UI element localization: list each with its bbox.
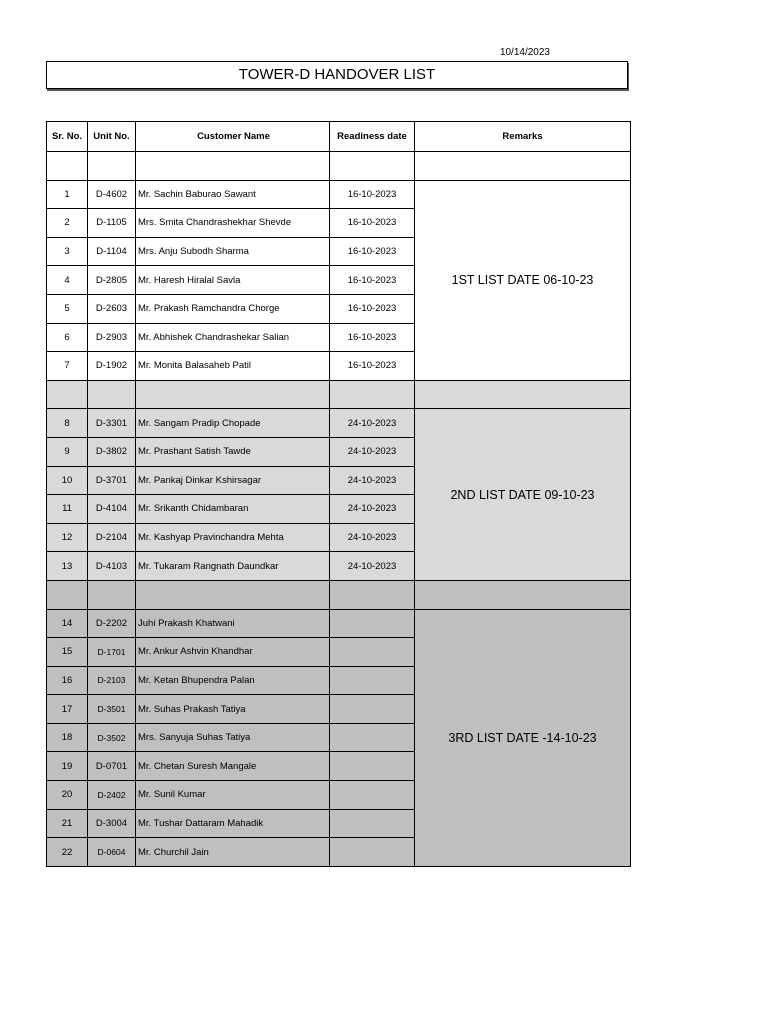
handover-table (46, 121, 631, 867)
empty-cell (330, 580, 415, 609)
header-sr-no: Sr. No. (47, 122, 88, 152)
sr-no-cell: 14 (47, 609, 88, 638)
customer-name-cell: Mrs. Sanyuja Suhas Tatiya (136, 723, 330, 752)
readiness-date-cell (330, 781, 415, 810)
empty-cell (136, 580, 330, 609)
readiness-date-cell (330, 666, 415, 695)
remarks-cell: 1ST LIST DATE 06-10-23 (415, 180, 631, 380)
readiness-date-cell: 16-10-2023 (330, 237, 415, 266)
readiness-date-cell: 16-10-2023 (330, 323, 415, 352)
customer-name-cell: Mr. Sunil Kumar (136, 781, 330, 810)
readiness-date-cell: 16-10-2023 (330, 180, 415, 209)
unit-no-cell: D-4602 (88, 180, 136, 209)
sr-no-cell: 12 (47, 523, 88, 552)
empty-cell (88, 380, 136, 409)
document-date: 10/14/2023 (499, 47, 550, 58)
empty-cell (88, 580, 136, 609)
unit-no-cell: D-1701 (88, 638, 136, 667)
sr-no-cell: 22 (47, 838, 88, 867)
sr-no-cell: 13 (47, 552, 88, 581)
sr-no-cell: 19 (47, 752, 88, 781)
readiness-date-cell: 16-10-2023 (330, 352, 415, 381)
unit-no-cell: D-3501 (88, 695, 136, 724)
customer-name-cell: Mr. Sangam Pradip Chopade (136, 409, 330, 438)
customer-name-cell: Mrs. Smita Chandrashekhar Shevde (136, 209, 330, 238)
unit-no-cell: D-2202 (88, 609, 136, 638)
empty-cell (136, 380, 330, 409)
unit-no-cell: D-3301 (88, 409, 136, 438)
table-row (47, 609, 631, 638)
readiness-date-cell (330, 723, 415, 752)
sr-no-cell: 5 (47, 294, 88, 323)
readiness-date-cell (330, 838, 415, 867)
unit-no-cell: D-2903 (88, 323, 136, 352)
customer-name-cell: Mr. Abhishek Chandrashekar Salian (136, 323, 330, 352)
readiness-date-cell: 24-10-2023 (330, 523, 415, 552)
empty-cell (47, 380, 88, 409)
readiness-date-cell (330, 809, 415, 838)
customer-name-cell: Mr. Tukaram Rangnath Daundkar (136, 552, 330, 581)
unit-no-cell: D-3802 (88, 437, 136, 466)
sr-no-cell: 8 (47, 409, 88, 438)
empty-cell (88, 152, 136, 181)
readiness-date-cell: 24-10-2023 (330, 495, 415, 524)
readiness-date-cell: 24-10-2023 (330, 409, 415, 438)
unit-no-cell: D-3502 (88, 723, 136, 752)
readiness-date-cell (330, 695, 415, 724)
empty-cell (330, 380, 415, 409)
table-row (47, 180, 631, 209)
unit-no-cell: D-0604 (88, 838, 136, 867)
unit-no-cell: D-4104 (88, 495, 136, 524)
sr-no-cell: 1 (47, 180, 88, 209)
readiness-date-cell: 16-10-2023 (330, 209, 415, 238)
sr-no-cell: 7 (47, 352, 88, 381)
empty-cell (47, 580, 88, 609)
customer-name-cell: Mr. Srikanth Chidambaran (136, 495, 330, 524)
readiness-date-cell: 16-10-2023 (330, 294, 415, 323)
header-readiness-date: Readiness date (330, 122, 415, 152)
unit-no-cell: D-2603 (88, 294, 136, 323)
sr-no-cell: 16 (47, 666, 88, 695)
header-customer-name: Customer Name (136, 122, 330, 152)
sr-no-cell: 3 (47, 237, 88, 266)
unit-no-cell: D-0701 (88, 752, 136, 781)
empty-cell (415, 380, 631, 409)
remarks-cell: 2ND LIST DATE 09-10-23 (415, 409, 631, 581)
readiness-date-cell: 24-10-2023 (330, 437, 415, 466)
unit-no-cell: D-2104 (88, 523, 136, 552)
customer-name-cell: Mr. Prashant Satish Tawde (136, 437, 330, 466)
customer-name-cell: Mrs. Anju Subodh Sharma (136, 237, 330, 266)
customer-name-cell: Mr. Haresh Hiralal Savla (136, 266, 330, 295)
sr-no-cell: 20 (47, 781, 88, 810)
readiness-date-cell: 16-10-2023 (330, 266, 415, 295)
sr-no-cell: 18 (47, 723, 88, 752)
unit-no-cell: D-2805 (88, 266, 136, 295)
sr-no-cell: 15 (47, 638, 88, 667)
empty-cell (136, 152, 330, 181)
unit-no-cell: D-2103 (88, 666, 136, 695)
customer-name-cell: Mr. Kashyap Pravinchandra Mehta (136, 523, 330, 552)
table-row (47, 409, 631, 438)
readiness-date-cell (330, 609, 415, 638)
sr-no-cell: 17 (47, 695, 88, 724)
readiness-date-cell (330, 752, 415, 781)
unit-no-cell: D-1902 (88, 352, 136, 381)
spacer-row (47, 380, 631, 409)
customer-name-cell: Mr. Ankur Ashvin Khandhar (136, 638, 330, 667)
sr-no-cell: 10 (47, 466, 88, 495)
remarks-cell: 3RD LIST DATE -14-10-23 (415, 609, 631, 866)
table-body (47, 152, 631, 867)
readiness-date-cell (330, 638, 415, 667)
sr-no-cell: 4 (47, 266, 88, 295)
table-header-row (47, 122, 631, 152)
empty-cell (415, 152, 631, 181)
unit-no-cell: D-3004 (88, 809, 136, 838)
customer-name-cell: Mr. Chetan Suresh Mangale (136, 752, 330, 781)
customer-name-cell: Mr. Suhas Prakash Tatiya (136, 695, 330, 724)
customer-name-cell: Mr. Ketan Bhupendra Palan (136, 666, 330, 695)
readiness-date-cell: 24-10-2023 (330, 466, 415, 495)
spacer-row (47, 580, 631, 609)
header-unit-no: Unit No. (88, 122, 136, 152)
empty-cell (415, 580, 631, 609)
unit-no-cell: D-3701 (88, 466, 136, 495)
empty-cell (47, 152, 88, 181)
unit-no-cell: D-1104 (88, 237, 136, 266)
readiness-date-cell: 24-10-2023 (330, 552, 415, 581)
sr-no-cell: 2 (47, 209, 88, 238)
customer-name-cell: Mr. Tushar Dattaram Mahadik (136, 809, 330, 838)
customer-name-cell: Mr. Sachin Baburao Sawant (136, 180, 330, 209)
customer-name-cell: Mr. Pankaj Dinkar Kshirsagar (136, 466, 330, 495)
customer-name-cell: Mr. Prakash Ramchandra Chorge (136, 294, 330, 323)
customer-name-cell: Juhi Prakash Khatwani (136, 609, 330, 638)
sr-no-cell: 21 (47, 809, 88, 838)
unit-no-cell: D-4103 (88, 552, 136, 581)
spacer-row (47, 152, 631, 181)
sr-no-cell: 6 (47, 323, 88, 352)
page-title: TOWER-D HANDOVER LIST (46, 61, 628, 89)
header-remarks: Remarks (415, 122, 631, 152)
empty-cell (330, 152, 415, 181)
unit-no-cell: D-2402 (88, 781, 136, 810)
unit-no-cell: D-1105 (88, 209, 136, 238)
customer-name-cell: Mr. Churchil Jain (136, 838, 330, 867)
customer-name-cell: Mr. Monita Balasaheb Patil (136, 352, 330, 381)
sr-no-cell: 9 (47, 437, 88, 466)
sr-no-cell: 11 (47, 495, 88, 524)
